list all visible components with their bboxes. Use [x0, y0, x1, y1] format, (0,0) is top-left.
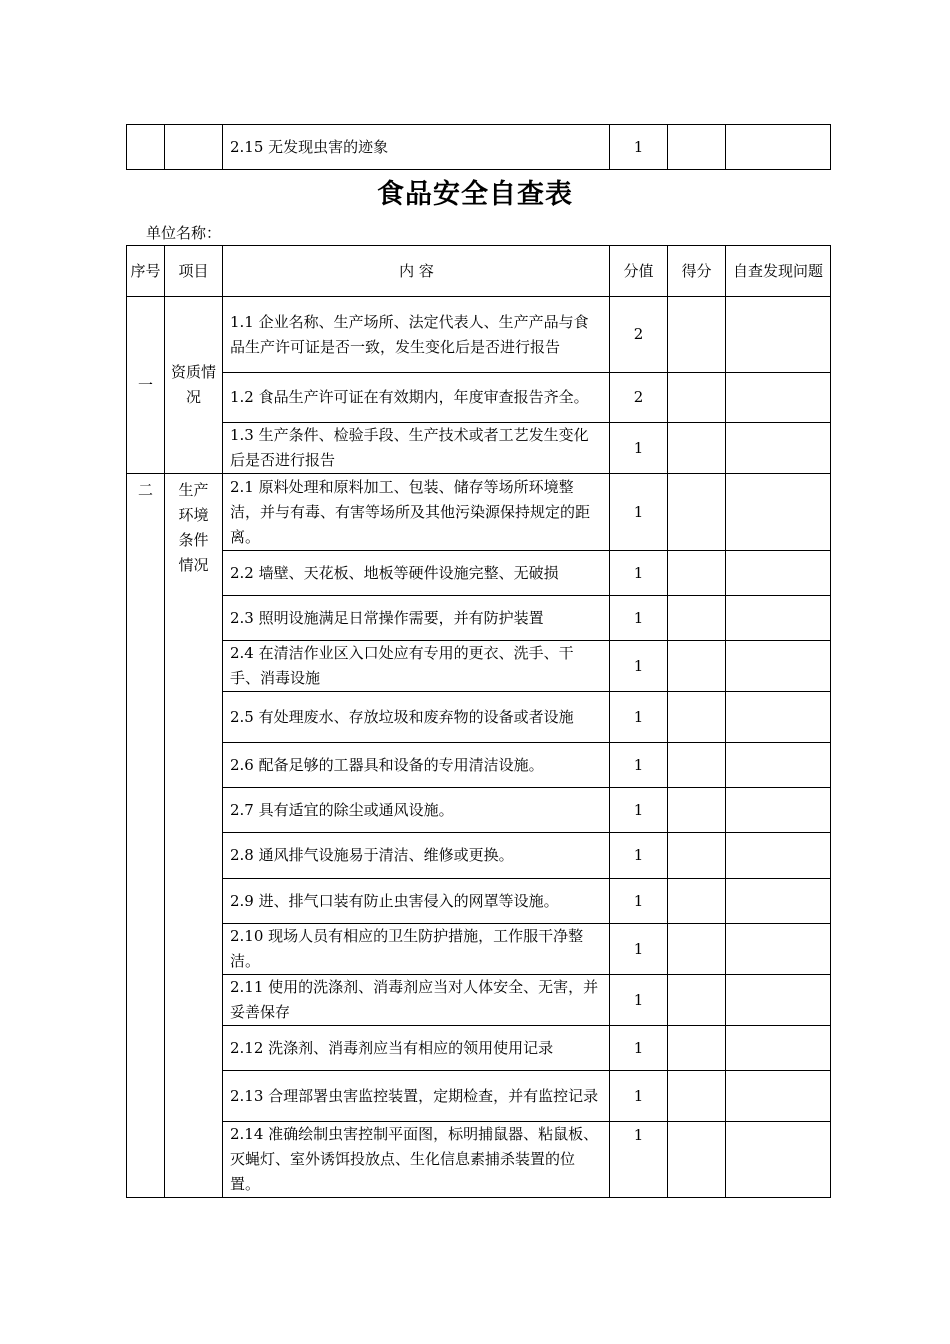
table-row: [127, 373, 831, 423]
content-cell: 2.14 准确绘制虫害控制平面图，标明捕鼠器、粘鼠板、灭蝇灯、室外诱饵投放点、生化信息素捕杀装置的位置。: [223, 1122, 610, 1198]
issue-cell: [726, 474, 831, 551]
table-row: [127, 788, 831, 833]
got-cell: [668, 879, 726, 924]
got-cell: [668, 924, 726, 975]
section-item: [165, 474, 223, 1198]
content-cell: 1.1 企业名称、生产场所、法定代表人、生产产品与食品生产许可证是否一致，发生变化后是否进行报告: [223, 297, 610, 373]
issue-cell: [726, 788, 831, 833]
score-cell: 1: [610, 596, 668, 641]
table-row: [127, 879, 831, 924]
table-row: [127, 975, 831, 1026]
issue-cell: [726, 692, 831, 743]
issue-cell: [726, 743, 831, 788]
table-row: [127, 297, 831, 373]
issue-cell: [726, 879, 831, 924]
score-cell: 2: [610, 297, 668, 373]
got-cell: [668, 1071, 726, 1122]
score-cell: 1: [610, 833, 668, 879]
table-row: [127, 641, 831, 692]
content-cell: 2.13 合理部署虫害监控装置，定期检查，并有监控记录: [223, 1071, 610, 1122]
score-cell: 1: [610, 975, 668, 1026]
header-got: 得分: [668, 246, 726, 297]
issue-cell: [726, 551, 831, 596]
score-cell: 1: [610, 641, 668, 692]
table-row: [127, 924, 831, 975]
table-row: [127, 125, 831, 170]
table-row: [127, 596, 831, 641]
table-row: [127, 833, 831, 879]
header-seq: 序号: [127, 246, 165, 297]
table-row: [127, 692, 831, 743]
issue-cell: [726, 975, 831, 1026]
score-cell: 1: [610, 125, 668, 170]
content-cell: 2.15 无发现虫害的迹象: [223, 125, 610, 170]
issue-cell: [726, 924, 831, 975]
score-cell: 1: [610, 879, 668, 924]
content-cell: 2.7 具有适宜的除尘或通风设施。: [223, 788, 610, 833]
section-seq: 二: [127, 474, 165, 1198]
table-row: [127, 474, 831, 551]
got-cell: [668, 833, 726, 879]
got-cell: [668, 1122, 726, 1198]
unit-name-label: 单位名称：: [146, 224, 222, 242]
issue-cell: [726, 1071, 831, 1122]
header-issue: 自查发现问题: [726, 246, 831, 297]
issue-cell: [726, 423, 831, 474]
issue-cell: [726, 596, 831, 641]
table-row: [127, 1026, 831, 1071]
got-cell: [668, 975, 726, 1026]
table-row: [127, 1122, 831, 1198]
score-cell: 1: [610, 692, 668, 743]
score-cell: 1: [610, 1122, 668, 1198]
got-cell: [668, 551, 726, 596]
self-check-table: [126, 245, 831, 1198]
got-cell: [668, 596, 726, 641]
section-seq: 一: [127, 297, 165, 474]
got-cell: [668, 474, 726, 551]
content-cell: 1.3 生产条件、检验手段、生产技术或者工艺发生变化后是否进行报告: [223, 423, 610, 474]
issue-cell: [726, 833, 831, 879]
content-cell: 2.9 进、排气口装有防止虫害侵入的网罩等设施。: [223, 879, 610, 924]
issue-cell: [726, 125, 831, 170]
score-cell: 1: [610, 474, 668, 551]
table-row: [127, 551, 831, 596]
score-cell: 1: [610, 1071, 668, 1122]
content-cell: 2.3 照明设施满足日常操作需要，并有防护装置: [223, 596, 610, 641]
got-cell: [668, 743, 726, 788]
issue-cell: [726, 297, 831, 373]
score-cell: 1: [610, 423, 668, 474]
content-cell: 2.6 配备足够的工器具和设备的专用清洁设施。: [223, 743, 610, 788]
seq-cell: [127, 125, 165, 170]
got-cell: [668, 125, 726, 170]
content-cell: 2.12 洗涤剂、消毒剂应当有相应的领用使用记录: [223, 1026, 610, 1071]
section-item-label: 生产环境条件情况: [178, 481, 209, 574]
content-cell: 2.11 使用的洗涤剂、消毒剂应当对人体安全、无害，并妥善保存: [223, 975, 610, 1026]
got-cell: [668, 297, 726, 373]
score-cell: 1: [610, 551, 668, 596]
header-content: 内 容: [223, 246, 610, 297]
got-cell: [668, 641, 726, 692]
page-title: 食品安全自查表: [377, 179, 573, 210]
section-item: 资质情况: [165, 297, 223, 474]
content-cell: 2.4 在清洁作业区入口处应有专用的更衣、洗手、干手、消毒设施: [223, 641, 610, 692]
table-row: [127, 743, 831, 788]
content-cell: 2.8 通风排气设施易于清洁、维修或更换。: [223, 833, 610, 879]
got-cell: [668, 1026, 726, 1071]
issue-cell: [726, 373, 831, 423]
content-cell: 1.2 食品生产许可证在有效期内，年度审查报告齐全。: [223, 373, 610, 423]
table-row: [127, 1071, 831, 1122]
content-cell: 2.2 墙壁、天花板、地板等硬件设施完整、无破损: [223, 551, 610, 596]
previous-page-table: [126, 124, 831, 170]
issue-cell: [726, 1122, 831, 1198]
header-score: 分值: [610, 246, 668, 297]
header-item: 项目: [165, 246, 223, 297]
score-cell: 1: [610, 924, 668, 975]
header-row: [127, 246, 831, 297]
issue-cell: [726, 1026, 831, 1071]
item-cell: [165, 125, 223, 170]
content-cell: 2.10 现场人员有相应的卫生防护措施，工作服干净整洁。: [223, 924, 610, 975]
got-cell: [668, 423, 726, 474]
table-row: [127, 423, 831, 474]
score-cell: 1: [610, 743, 668, 788]
content-cell: 2.1 原料处理和原料加工、包装、储存等场所环境整洁，并与有毒、有害等场所及其他污染源保持规定的距离。: [223, 474, 610, 551]
issue-cell: [726, 641, 831, 692]
got-cell: [668, 788, 726, 833]
got-cell: [668, 373, 726, 423]
score-cell: 2: [610, 373, 668, 423]
score-cell: 1: [610, 788, 668, 833]
got-cell: [668, 692, 726, 743]
score-cell: 1: [610, 1026, 668, 1071]
content-cell: 2.5 有处理废水、存放垃圾和废弃物的设备或者设施: [223, 692, 610, 743]
